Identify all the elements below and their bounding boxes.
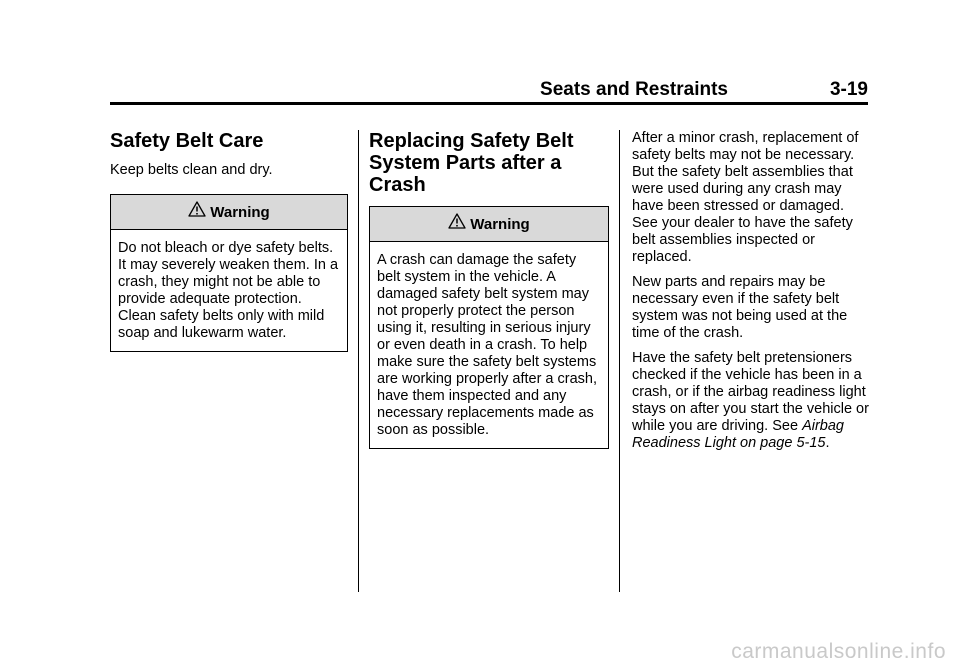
- warning-label-1: Warning: [210, 203, 270, 221]
- column-divider-1: [358, 130, 359, 592]
- intro-text: Keep belts clean and dry.: [110, 162, 273, 178]
- watermark: carmanualsonline.info: [731, 640, 946, 663]
- section-title-replacing-parts: Replacing Safety Belt System Parts after a Crash: [369, 130, 574, 196]
- pretensioners-text: Have the safety belt pretensioners checked if the vehicle has been in a crash, or if the airbag readiness light stays on after you start the vehicle or while you are driving. See: [632, 350, 869, 434]
- section-title-safety-belt-care: Safety Belt Care: [110, 130, 264, 152]
- warning-box-1: [110, 194, 348, 352]
- column-divider-2: [619, 130, 620, 592]
- column-1: [110, 130, 348, 352]
- warning-label-2: Warning: [470, 215, 530, 233]
- warning-triangle-icon: [188, 201, 206, 217]
- warning-text-1: Do not bleach or dye safety belts. It may severely weaken them. In a crash, they might not be able to provide adequate protection. Clean safety belts only with mild soap and lukewarm water.: [118, 240, 339, 341]
- warning-triangle-icon: [448, 213, 466, 229]
- warning-box-2: [369, 206, 609, 449]
- column-2: [369, 130, 609, 449]
- page-header: [110, 78, 868, 102]
- warning-text-2: A crash can damage the safety belt system in the vehicle. A damaged safety belt system may not properly protect the person using it, resulting in serious injury or even death in a crash. To help make sure the safety belt systems are working properly after a crash, have them inspected and any necessary replacements made as soon as possible.: [377, 252, 598, 438]
- paragraph-minor-crash: After a minor crash, replacement of safety belts may not be necessary. But the safety belt assemblies that were used during any crash may have been stressed or damaged. See your dealer to have the safety belt assemblies inspected or replaced.: [632, 130, 859, 265]
- pretensioners-end: .: [825, 435, 830, 451]
- airbag-readiness-link[interactable]: Airbag Readiness Light on page 5-15: [632, 418, 844, 451]
- warning-header-2: [370, 207, 608, 242]
- warning-header-1: [111, 195, 347, 230]
- paragraph-new-parts: New parts and repairs may be necessary even if the safety belt system was not being used at the time of the crash.: [632, 274, 848, 341]
- header-rule: [110, 102, 868, 105]
- column-3: [632, 130, 870, 452]
- paragraph-pretensioners: [632, 350, 870, 452]
- header-section-title: Seats and Restraints: [540, 79, 728, 100]
- header-page-number: 3-19: [829, 79, 868, 100]
